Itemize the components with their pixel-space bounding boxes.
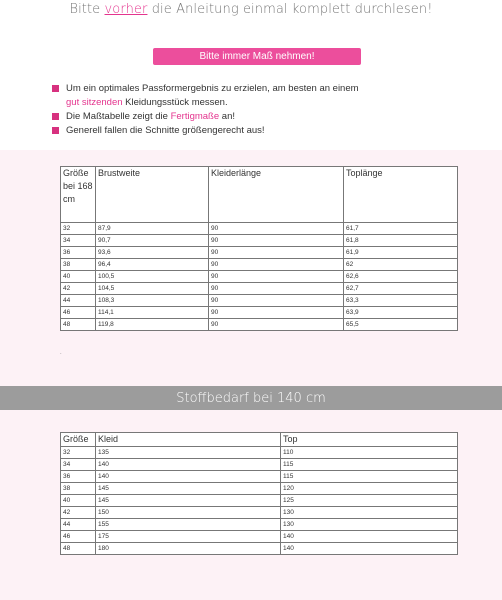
table-cell: 90 — [209, 283, 344, 295]
header-cell: Größe bei 168 cm — [61, 167, 96, 223]
table-cell: 90 — [209, 235, 344, 247]
table-row — [61, 271, 458, 283]
table-header-row — [61, 167, 458, 223]
header-cell: Größe — [61, 433, 96, 447]
table-cell: 40 — [61, 495, 96, 507]
instruction-item — [52, 110, 472, 124]
table-row — [61, 295, 458, 307]
table-cell: 44 — [61, 295, 96, 307]
table-cell: 90 — [209, 295, 344, 307]
table-row — [61, 307, 458, 319]
table-cell: 145 — [96, 483, 281, 495]
instruction-item — [52, 124, 472, 138]
table-cell: 87,9 — [96, 223, 209, 235]
table-row — [61, 507, 458, 519]
table-cell: 62 — [344, 259, 458, 271]
table-cell: 44 — [61, 519, 96, 531]
table-cell: 46 — [61, 531, 96, 543]
table-row — [61, 495, 458, 507]
instruction-highlight: Fertigmaße — [170, 111, 220, 122]
table-cell: 96,4 — [96, 259, 209, 271]
table-row — [61, 543, 458, 555]
table-cell: 175 — [96, 531, 281, 543]
table-cell: 38 — [61, 259, 96, 271]
table-cell: 90 — [209, 319, 344, 331]
title-before: Bitte — [69, 2, 105, 17]
table-cell: 93,6 — [96, 247, 209, 259]
table-row — [61, 247, 458, 259]
instruction-item — [52, 82, 472, 110]
page-title — [0, 2, 502, 17]
table-cell: 42 — [61, 283, 96, 295]
title-after: die Anleitung einmal komplett durchlesen! — [147, 2, 433, 17]
table-cell: 140 — [281, 531, 458, 543]
table-row — [61, 519, 458, 531]
table-cell: 63,3 — [344, 295, 458, 307]
table-cell: 40 — [61, 271, 96, 283]
table-row — [61, 259, 458, 271]
table-cell: 63,9 — [344, 307, 458, 319]
table-cell: 90,7 — [96, 235, 209, 247]
table-cell: 65,5 — [344, 319, 458, 331]
table-cell: 125 — [281, 495, 458, 507]
table-cell: 34 — [61, 459, 96, 471]
table-cell: 110 — [281, 447, 458, 459]
table-cell: 48 — [61, 543, 96, 555]
table-row — [61, 471, 458, 483]
table-cell: 36 — [61, 247, 96, 259]
table-cell: 34 — [61, 235, 96, 247]
header-cell: Brustweite — [96, 167, 209, 223]
table-cell: 32 — [61, 223, 96, 235]
table-cell: 36 — [61, 471, 96, 483]
table-cell: 90 — [209, 259, 344, 271]
fabric-table — [60, 432, 458, 555]
table-cell: 104,5 — [96, 283, 209, 295]
table-cell: 61,8 — [344, 235, 458, 247]
instruction-text: Um ein optimales Passformergebnis zu erzielen, am besten an einem — [66, 83, 359, 94]
bullet-square-icon — [52, 113, 59, 120]
table-cell: 38 — [61, 483, 96, 495]
instruction-text: Die Maßtabelle zeigt die — [66, 111, 171, 122]
stray-mark: . — [60, 350, 62, 356]
table-row — [61, 235, 458, 247]
table-cell: 140 — [281, 543, 458, 555]
table-row — [61, 319, 458, 331]
bullet-square-icon — [52, 85, 59, 92]
table-cell: 62,6 — [344, 271, 458, 283]
table-row — [61, 447, 458, 459]
table-cell: 90 — [209, 247, 344, 259]
instruction-text: Generell fallen die Schnitte größengerecht aus! — [66, 125, 265, 136]
header-cell: Kleid — [96, 433, 281, 447]
table-cell: 150 — [96, 507, 281, 519]
table-cell: 42 — [61, 507, 96, 519]
instruction-list — [52, 82, 472, 138]
table-cell: 140 — [96, 471, 281, 483]
header-cell: Toplänge — [344, 167, 458, 223]
title-highlight: vorher — [104, 2, 148, 17]
table-row — [61, 531, 458, 543]
table-cell: 61,7 — [344, 223, 458, 235]
table-header-row — [61, 433, 458, 447]
table-cell: 90 — [209, 271, 344, 283]
table-cell: 180 — [96, 543, 281, 555]
table-cell: 61,9 — [344, 247, 458, 259]
table-cell: 145 — [96, 495, 281, 507]
table-cell: 115 — [281, 471, 458, 483]
table-cell: 114,1 — [96, 307, 209, 319]
table-cell: 155 — [96, 519, 281, 531]
table-row — [61, 483, 458, 495]
bullet-square-icon — [52, 127, 59, 134]
size-table — [60, 166, 458, 331]
table-cell: 90 — [209, 307, 344, 319]
table-cell: 130 — [281, 519, 458, 531]
table-cell: 48 — [61, 319, 96, 331]
table-cell: 130 — [281, 507, 458, 519]
table-cell: 90 — [209, 223, 344, 235]
measure-banner: Bitte immer Maß nehmen! — [153, 48, 361, 65]
table-cell: 108,3 — [96, 295, 209, 307]
table-cell: 62,7 — [344, 283, 458, 295]
table-cell: 32 — [61, 447, 96, 459]
table-cell: 140 — [96, 459, 281, 471]
table-cell: 135 — [96, 447, 281, 459]
table-cell: 115 — [281, 459, 458, 471]
table-cell: 100,5 — [96, 271, 209, 283]
header-cell: Top — [281, 433, 458, 447]
table-row — [61, 459, 458, 471]
fabric-section-title: Stoffbedarf bei 140 cm — [0, 386, 502, 411]
table-row — [61, 283, 458, 295]
table-row — [61, 223, 458, 235]
instruction-text: an! — [219, 111, 235, 122]
instruction-highlight: gut sitzenden — [66, 97, 123, 108]
header-cell: Kleiderlänge — [209, 167, 344, 223]
instruction-text: Kleidungsstück messen. — [122, 97, 228, 108]
table-cell: 119,8 — [96, 319, 209, 331]
table-cell: 46 — [61, 307, 96, 319]
table-cell: 120 — [281, 483, 458, 495]
